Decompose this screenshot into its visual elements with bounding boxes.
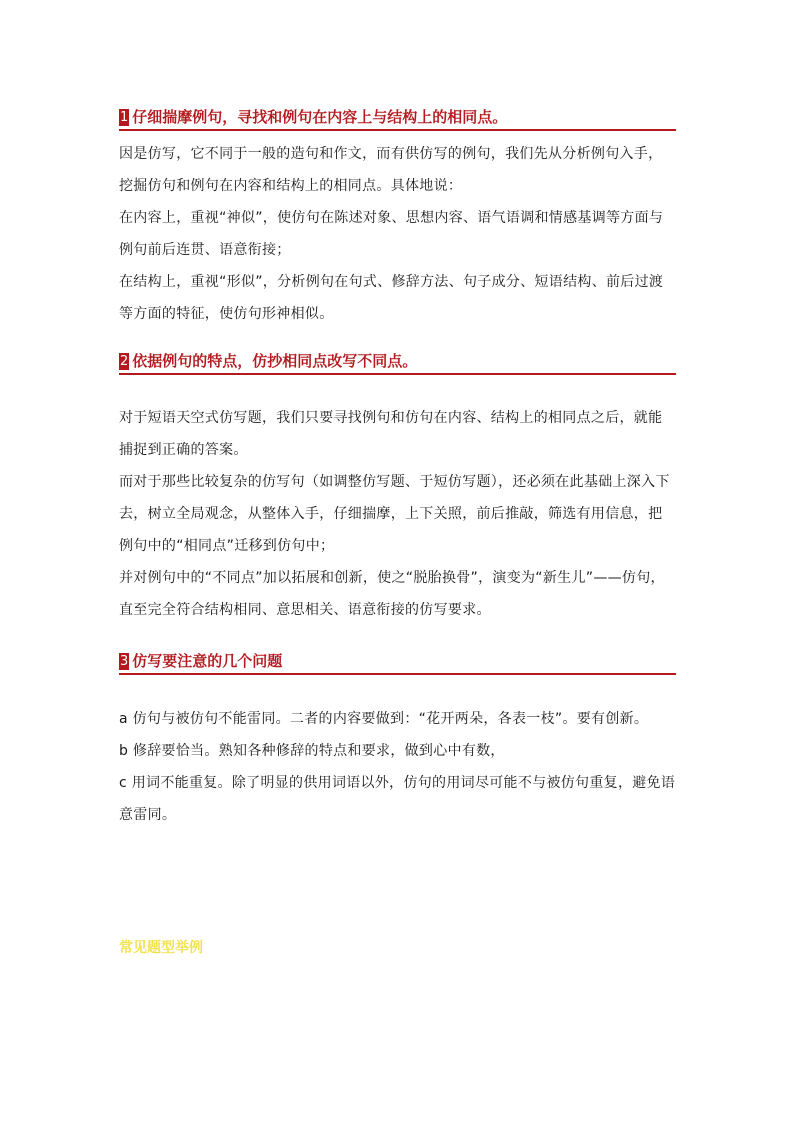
section-heading: [119, 651, 676, 675]
section-title: 仔细揣摩例句，寻找和例句在内容上与结构上的相同点。: [132, 108, 508, 126]
section-body: [119, 138, 676, 330]
paragraph: a 仿句与被仿句不能雷同。二者的内容要做到：“花开两朵，各表一枝”。要有创新。: [119, 711, 649, 727]
common-question-examples-link[interactable]: 常见题型举例: [119, 940, 203, 956]
section-number-badge: 2: [120, 354, 129, 369]
section-title: 仿写要注意的几个问题: [132, 652, 283, 670]
section-1: [119, 107, 676, 330]
paragraph: 在结构上，重视“形似”，分析例句在句式、修辞方法、句子成分、短语结构、前后过渡等方面的特征，使仿句形神相似。: [119, 274, 664, 322]
paragraph: 并对例句中的“不同点”加以拓展和创新，使之“脱胎换骨”，演变为“新生儿”——仿句，直至完全符合结构相同、意思相关、语意衔接的仿写要求。: [119, 570, 665, 618]
paragraph: c 用词不能重复。除了明显的供用词语以外，仿句的用词尽可能不与被仿句重复，避免语意雷同。: [119, 775, 676, 823]
paragraph: b 修辞要恰当。熟知各种修辞的特点和要求，做到心中有数，: [119, 743, 505, 759]
section-number-badge: 1: [120, 110, 129, 125]
section-heading: [119, 107, 676, 131]
section-heading: [119, 351, 676, 375]
section-2: [119, 351, 676, 626]
section-title: 依据例句的特点，仿抄相同点改写不同点。: [132, 352, 418, 370]
section-number-badge: 3: [120, 654, 129, 669]
paragraph: 对于短语天空式仿写题，我们只要寻找例句和仿句在内容、结构上的相同点之后，就能捕捉到正确的答案。: [119, 410, 663, 458]
paragraph: 而对于那些比较复杂的仿写句（如调整仿写题、于短仿写题），还必须在此基础上深入下去，树立全局观念，从整体入手，仔细揣摩，上下关照，前后推敲，筛选有用信息，把例句中的“相同点”迁移到仿句中；: [119, 474, 670, 554]
section-3: [119, 651, 676, 831]
paragraph: 在内容上，重视“神似”，使仿句在陈述对象、思想内容、语气语调和情感基调等方面与例句前后连贯、语意衔接；: [119, 210, 664, 258]
section-body: [119, 703, 676, 831]
section-body: [119, 402, 676, 626]
paragraph: 因是仿写，它不同于一般的造句和作文，而有供仿写的例句，我们先从分析例句入手，挖掘仿句和例句在内容和结构上的相同点。具体地说：: [119, 146, 663, 194]
